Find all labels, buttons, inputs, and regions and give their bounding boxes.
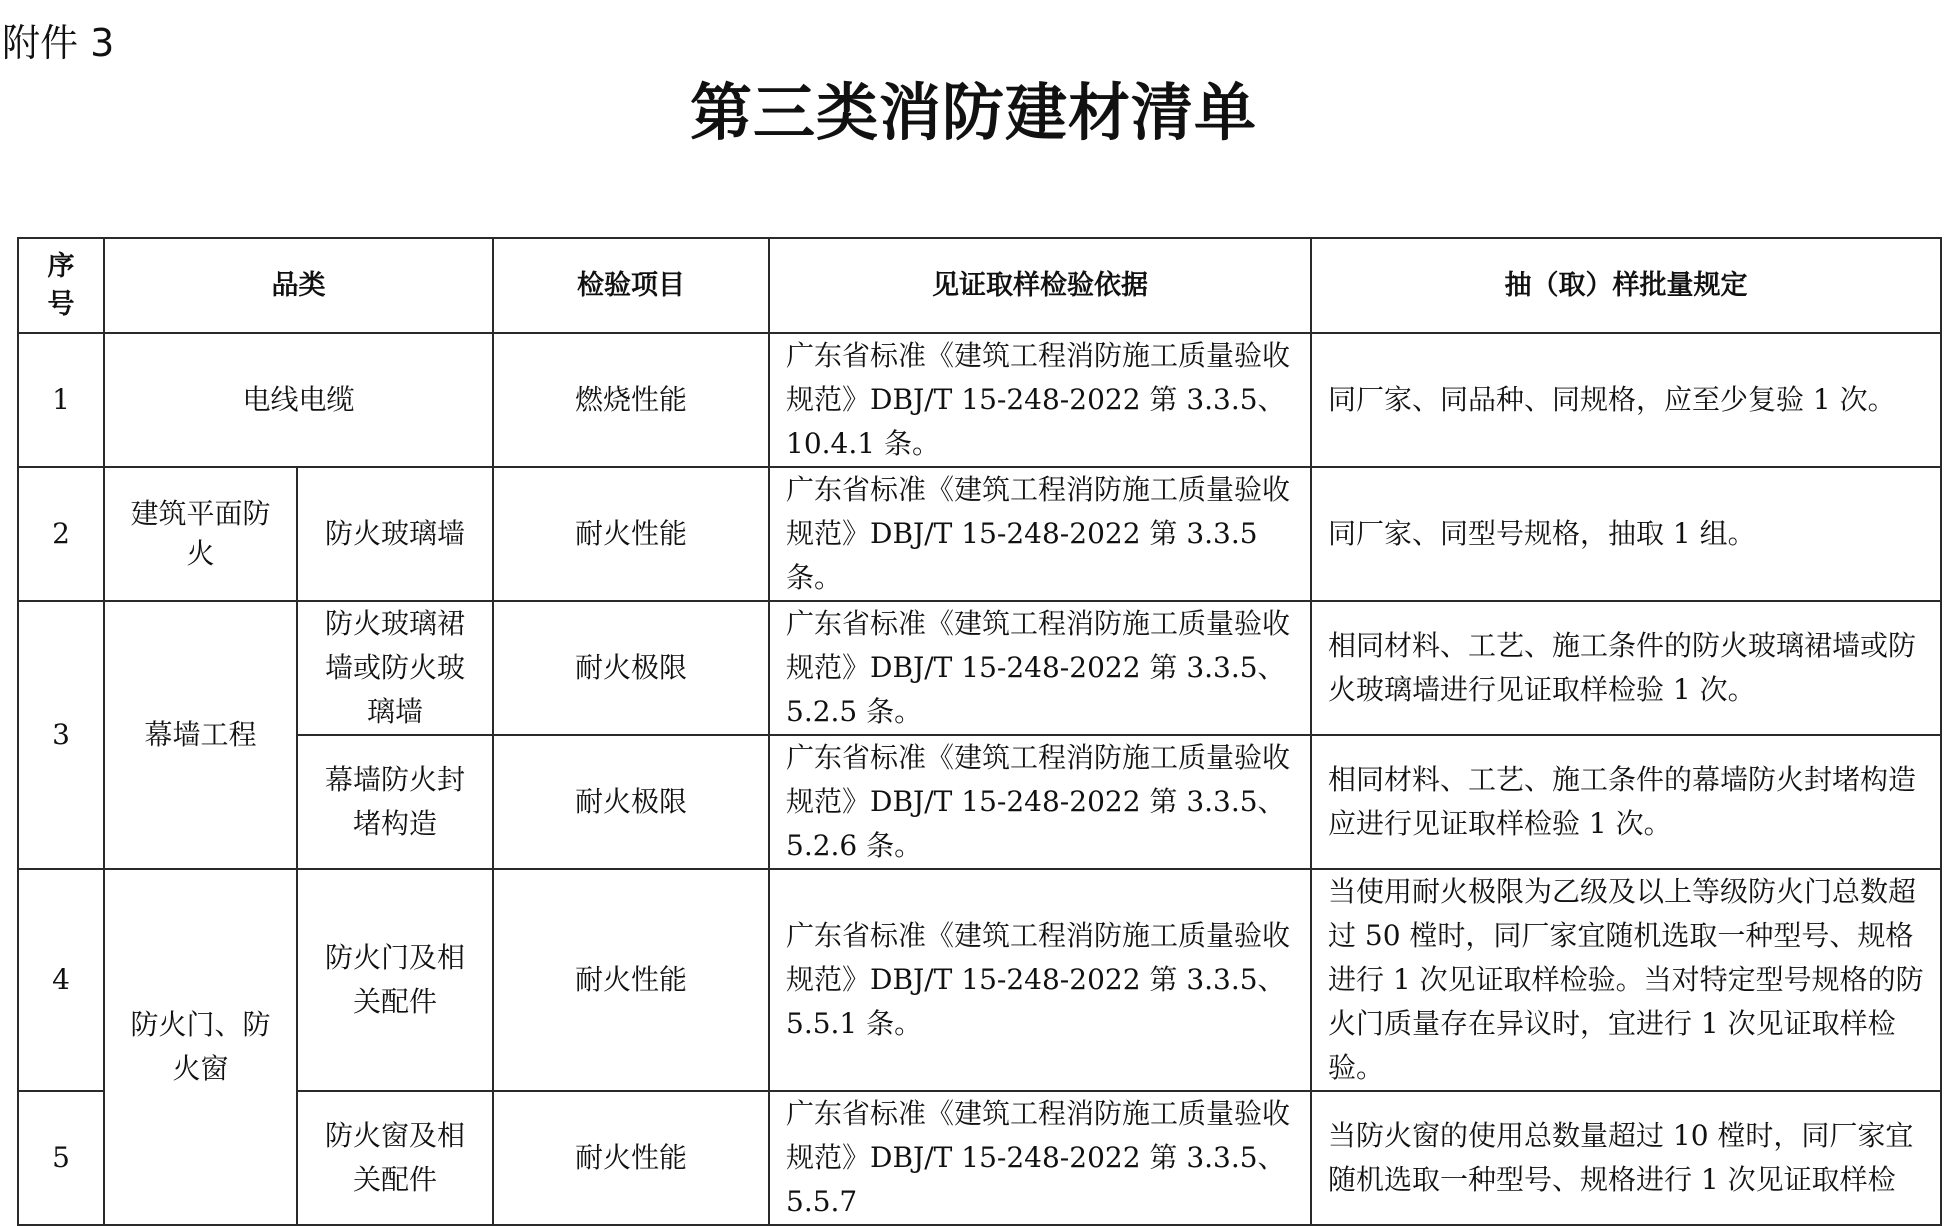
row-sampling: 相同材料、工艺、施工条件的防火玻璃裙墙或防火玻璃墙进行见证取样检验 1 次。 (1311, 601, 1941, 735)
row-basis: 广东省标准《建筑工程消防施工质量验收规范》DBJ/T 15-248-2022 第 3.3.5、5.5.7 (769, 1091, 1311, 1225)
header-test-item: 检验项目 (493, 238, 769, 333)
row-test-item: 耐火性能 (493, 869, 769, 1091)
row-index: 3 (18, 601, 104, 869)
header-sampling: 抽（取）样批量规定 (1311, 238, 1941, 333)
row-basis: 广东省标准《建筑工程消防施工质量验收规范》DBJ/T 15-248-2022 第 3.3.5、5.2.5 条。 (769, 601, 1311, 735)
attachment-label: 附件 3 (2, 21, 115, 65)
row-test-item: 耐火性能 (493, 1091, 769, 1225)
row-test-item: 耐火极限 (493, 735, 769, 869)
row-index: 4 (18, 869, 104, 1091)
table-row (18, 601, 1941, 735)
row-subcategory: 防火玻璃墙 (297, 467, 493, 601)
row-basis: 广东省标准《建筑工程消防施工质量验收规范》DBJ/T 15-248-2022 第 3.3.5、5.5.1 条。 (769, 869, 1311, 1091)
table-row (18, 1091, 1941, 1225)
table-row (18, 735, 1941, 869)
row-subcategory: 防火玻璃裙墙或防火玻璃墙 (297, 601, 493, 735)
page-title: 第三类消防建材清单 (689, 76, 1257, 149)
table-row (18, 333, 1941, 467)
row-test-item: 耐火性能 (493, 467, 769, 601)
row-test-item: 燃烧性能 (493, 333, 769, 467)
row-sampling: 相同材料、工艺、施工条件的幕墙防火封堵构造应进行见证取样检验 1 次。 (1311, 735, 1941, 869)
table-row (18, 869, 1941, 1091)
row-index: 5 (18, 1091, 104, 1225)
table-row (18, 467, 1941, 601)
row-category: 电线电缆 (104, 333, 493, 467)
row-category: 建筑平面防火 (104, 467, 297, 601)
row-test-item: 耐火极限 (493, 601, 769, 735)
row-sampling: 当防火窗的使用总数量超过 10 樘时，同厂家宜随机选取一种型号、规格进行 1 次见证取样检 (1311, 1091, 1941, 1225)
row-category: 幕墙工程 (104, 601, 297, 869)
header-basis: 见证取样检验依据 (769, 238, 1311, 333)
row-category: 防火门、防火窗 (104, 869, 297, 1225)
row-index: 1 (18, 333, 104, 467)
row-subcategory: 防火窗及相关配件 (297, 1091, 493, 1225)
header-category: 品类 (104, 238, 493, 333)
materials-table (17, 237, 1942, 1226)
row-subcategory: 幕墙防火封堵构造 (297, 735, 493, 869)
row-subcategory: 防火门及相关配件 (297, 869, 493, 1091)
table-header-row (18, 238, 1941, 333)
row-sampling: 同厂家、同型号规格，抽取 1 组。 (1311, 467, 1941, 601)
row-basis: 广东省标准《建筑工程消防施工质量验收规范》DBJ/T 15-248-2022 第 3.3.5 条。 (769, 467, 1311, 601)
row-sampling: 同厂家、同品种、同规格，应至少复验 1 次。 (1311, 333, 1941, 467)
row-index: 2 (18, 467, 104, 601)
row-sampling: 当使用耐火极限为乙级及以上等级防火门总数超过 50 樘时，同厂家宜随机选取一种型号、规格进行 1 次见证取样检验。当对特定型号规格的防火门质量存在异议时，宜进行 1 次见证取样检验。 (1311, 869, 1941, 1091)
row-basis: 广东省标准《建筑工程消防施工质量验收规范》DBJ/T 15-248-2022 第 3.3.5、5.2.6 条。 (769, 735, 1311, 869)
header-index: 序号 (18, 238, 104, 333)
row-basis: 广东省标准《建筑工程消防施工质量验收规范》DBJ/T 15-248-2022 第 3.3.5、10.4.1 条。 (769, 333, 1311, 467)
